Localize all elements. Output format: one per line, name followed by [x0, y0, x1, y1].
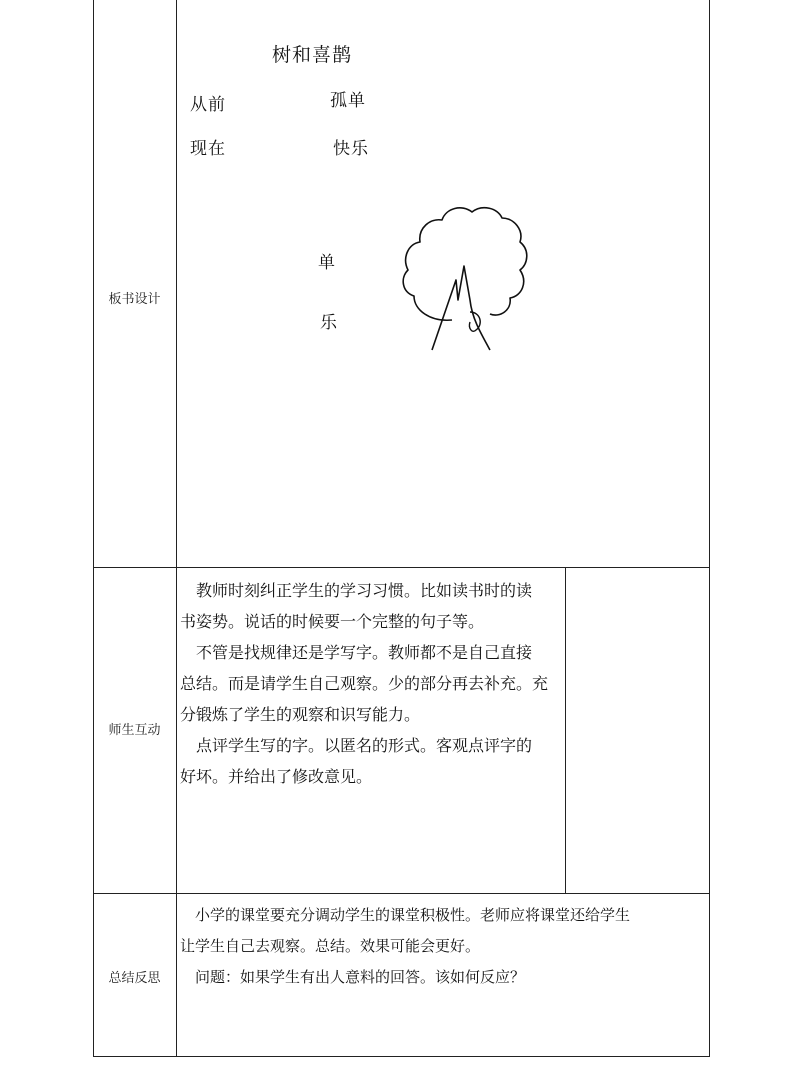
- interaction-line: 好坏。并给出了修改意见。: [180, 767, 373, 786]
- row-divider-1: [93, 567, 710, 568]
- interaction-line: 总结。而是请学生自己观察。少的部分再去补充。充: [180, 674, 549, 693]
- right-column-divider: [565, 567, 566, 893]
- row-label-interaction: 师生互动: [108, 723, 161, 738]
- reflection-line: 让学生自己去观察。总结。效果可能会更好。: [180, 937, 481, 955]
- reflection-text: [180, 900, 630, 993]
- lesson-table: [93, 0, 710, 1057]
- board-past-feeling: 孤单: [330, 91, 366, 111]
- reflection-line: 问题：如果学生有出人意料的回答。该如何反应？: [180, 968, 526, 986]
- board-title: 树和喜鹊: [272, 44, 353, 66]
- interaction-line: 点评学生写的字。以匿名的形式。客观点评字的: [180, 736, 533, 755]
- board-now-feeling: 快乐: [333, 139, 369, 159]
- interaction-line: 不管是找规律还是学写字。教师都不是自己直接: [180, 643, 533, 662]
- label-column-divider: [176, 0, 177, 1057]
- interaction-text: [180, 575, 548, 792]
- interaction-line: 教师时刻纠正学生的学习习惯。比如读书时的读: [180, 581, 533, 600]
- interaction-line: 书姿势。说话的时候要一个完整的句子等。: [180, 612, 485, 631]
- board-char-single: 单: [318, 253, 336, 273]
- row-label-reflection: 总结反思: [108, 971, 161, 986]
- board-char-happy: 乐: [320, 313, 338, 333]
- tree-drawing: [400, 200, 530, 360]
- board-now-label: 现在: [190, 139, 226, 159]
- board-past-label: 从前: [190, 95, 226, 115]
- reflection-line: 小学的课堂要充分调动学生的课堂积极性。老师应将课堂还给学生: [180, 906, 631, 924]
- row-label-board-design: 板书设计: [108, 292, 161, 307]
- interaction-line: 分锻炼了学生的观察和识写能力。: [180, 705, 421, 724]
- row-divider-2: [93, 893, 710, 894]
